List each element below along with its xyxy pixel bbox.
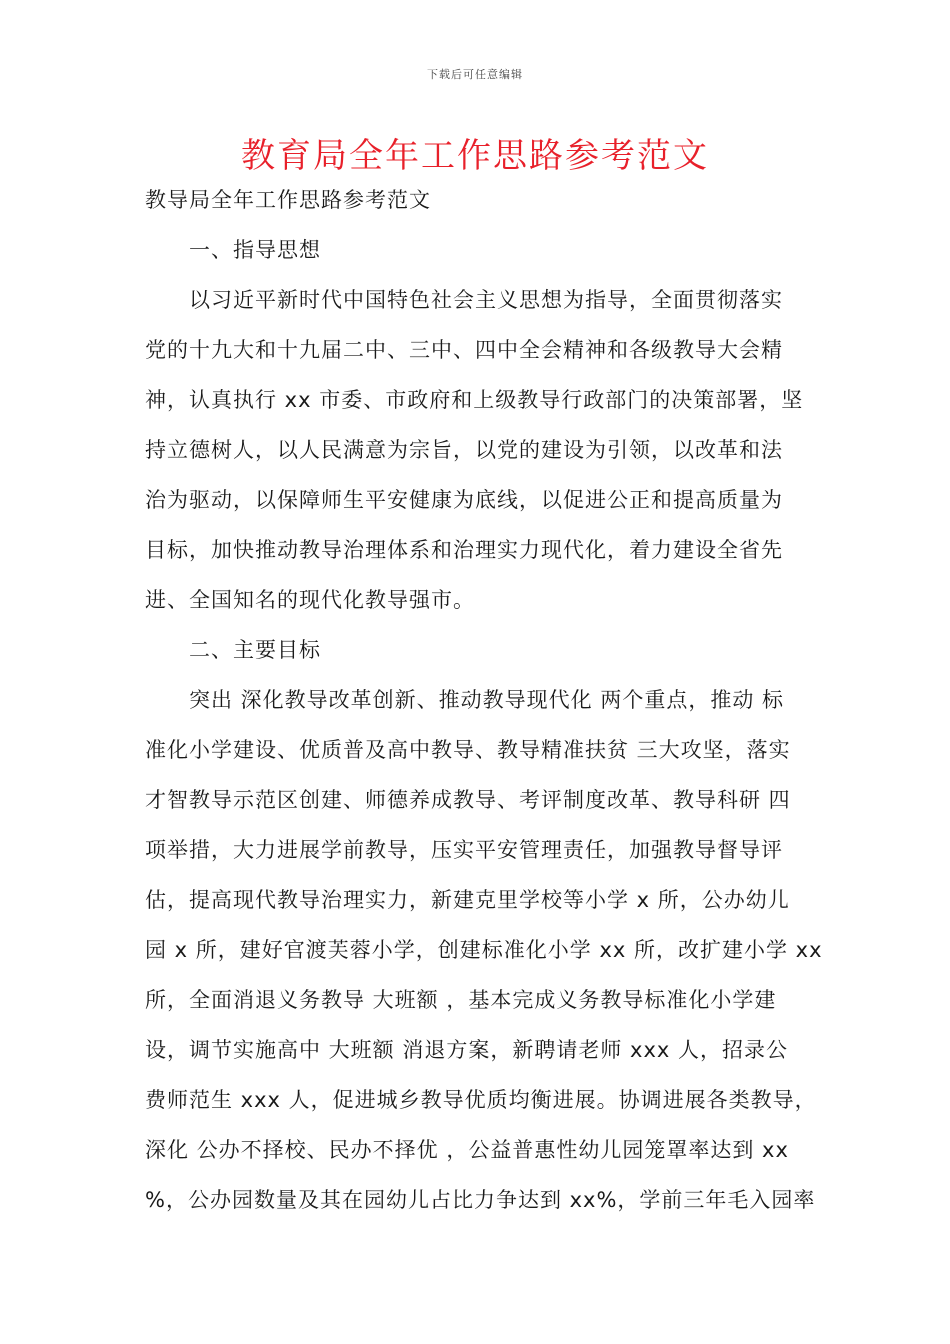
paragraph-line: 所，全面消退义务教导 大班额 ，基本完成义务教导标准化小学建 (145, 988, 777, 1012)
paragraph-line: 估，提高现代教导治理实力，新建克里学校等小学 x 所，公办幼儿 (145, 888, 790, 912)
header-note: 下载后可任意编辑 (427, 68, 523, 81)
section-heading-main-goals: 二、主要目标 (189, 638, 321, 662)
paragraph-line: 目标，加快推动教导治理体系和治理实力现代化，着力建设全省先 (145, 538, 783, 562)
subtitle-line: 教导局全年工作思路参考范文 (145, 188, 431, 212)
paragraph-line: %，公办园数量及其在园幼儿占比力争达到 xx%，学前三年毛入园率 (145, 1188, 816, 1212)
section-heading-guiding-thought: 一、指导思想 (189, 238, 321, 262)
paragraph-line: 进、全国知名的现代化教导强市。 (145, 588, 475, 612)
paragraph-line: 深化 公办不择校、民办不择优 ，公益普惠性幼儿园笼罩率达到 xx (145, 1138, 789, 1162)
paragraph-line: 准化小学建设、优质普及高中教导、教导精准扶贫 三大攻坚，落实 (145, 738, 791, 762)
paragraph-line: 党的十九大和十九届二中、三中、四中全会精神和各级教导大会精 (145, 338, 783, 362)
paragraph-line: 突出 深化教导改革创新、推动教导现代化 两个重点，推动 标 (189, 688, 785, 712)
paragraph-line: 设，调节实施高中 大班额 消退方案，新聘请老师 xxx 人，招录公 (145, 1038, 788, 1062)
paragraph-line: 项举措，大力进展学前教导，压实平安管理责任，加强教导督导评 (145, 838, 783, 862)
paragraph-line: 园 x 所，建好官渡芙蓉小学，创建标准化小学 xx 所，改扩建小学 xx (145, 938, 823, 962)
paragraph-line: 治为驱动，以保障师生平安健康为底线，以促进公正和提高质量为 (145, 488, 783, 512)
document-title: 教育局全年工作思路参考范文 (241, 136, 709, 176)
paragraph-line: 费师范生 xxx 人，促进城乡教导优质均衡进展。协调进展各类教导， (145, 1088, 817, 1112)
paragraph-line: 持立德树人，以人民满意为宗旨，以党的建设为引领，以改革和法 (145, 438, 783, 462)
paragraph-line: 才智教导示范区创建、师德养成教导、考评制度改革、教导科研 四 (145, 788, 791, 812)
paragraph-line: 以习近平新时代中国特色社会主义思想为指导，全面贯彻落实 (189, 288, 783, 312)
paragraph-line: 神，认真执行 xx 市委、市政府和上级教导行政部门的决策部署，坚 (145, 388, 804, 412)
document-body (145, 182, 823, 1232)
